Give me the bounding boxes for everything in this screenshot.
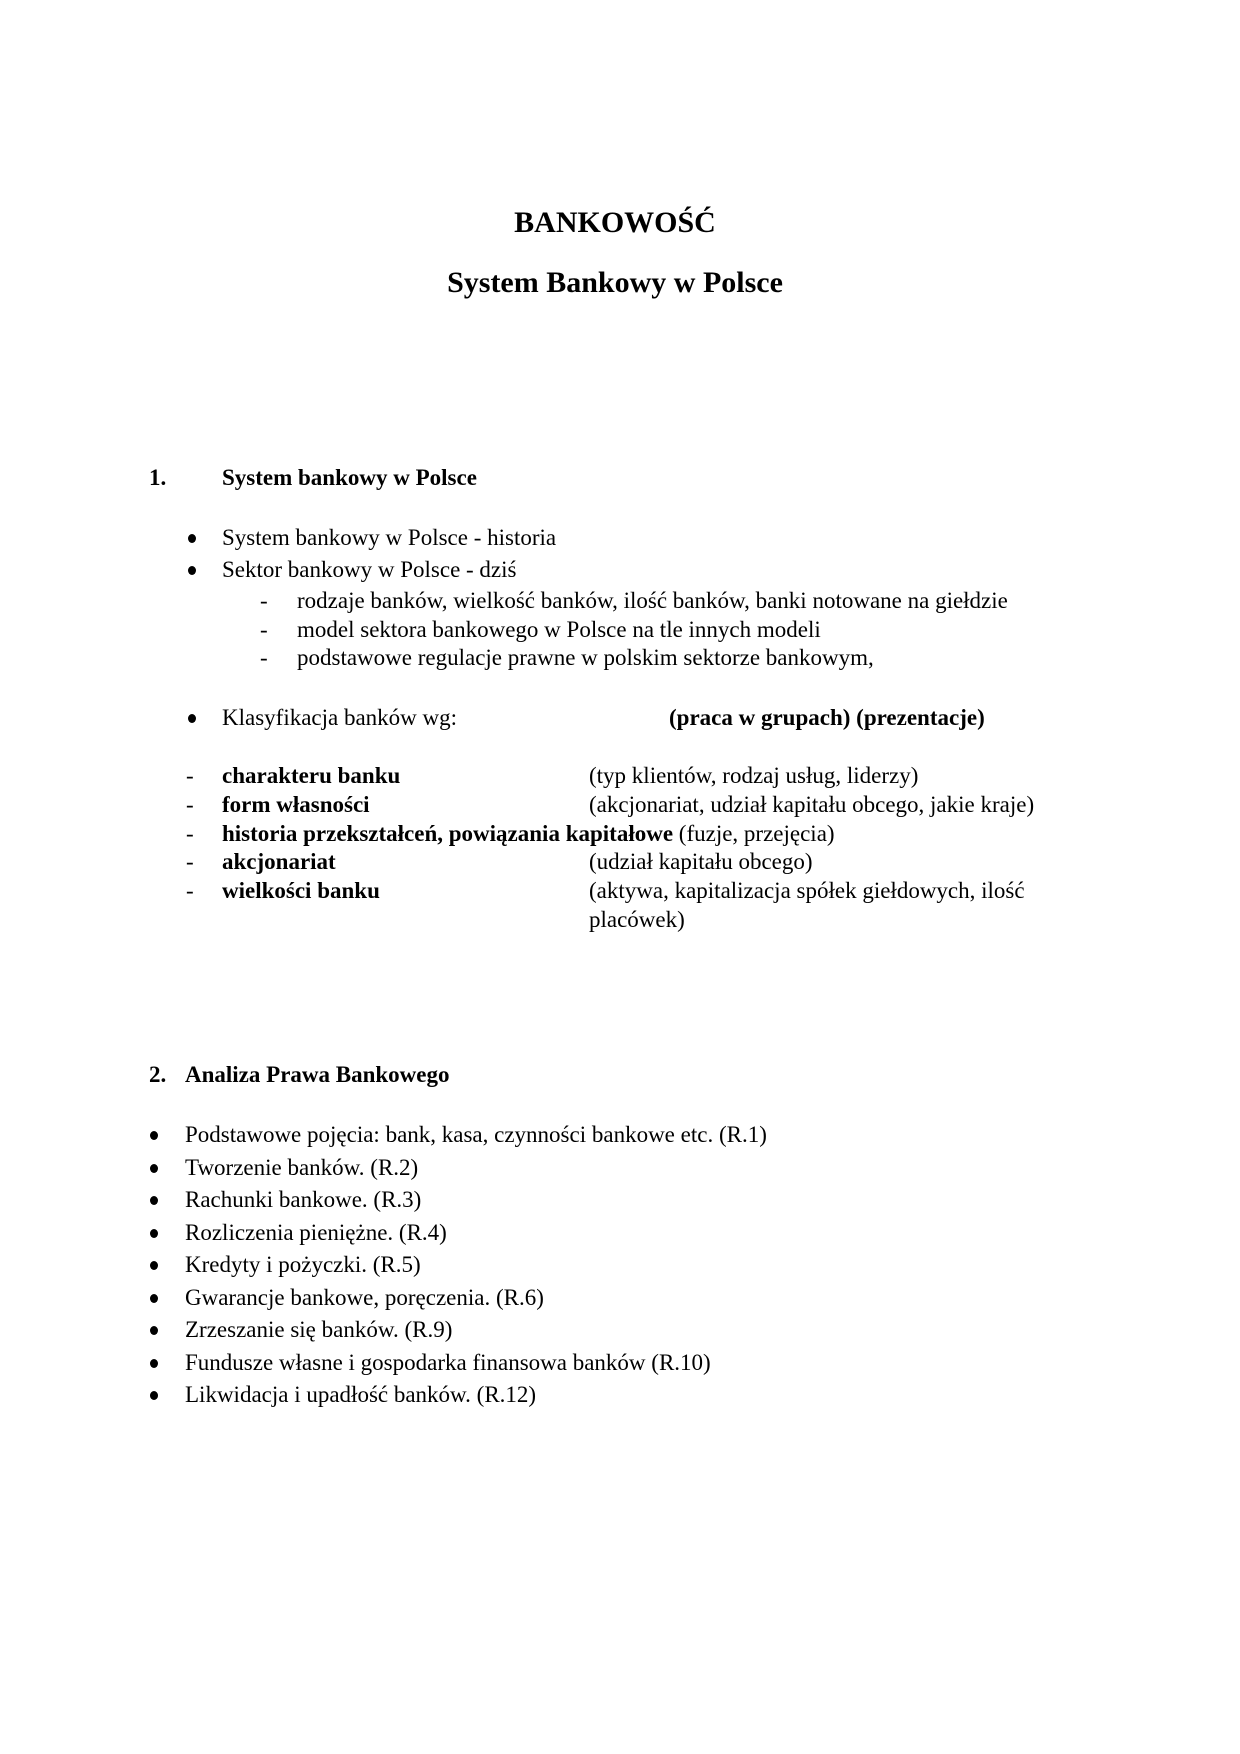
section-number: 1. [149,465,167,490]
criterion-term: charakteru banku [222,763,401,788]
list-item: Tworzenie banków. (R.2) [185,1154,419,1180]
dash-icon: - [260,645,268,670]
dash-icon: - [186,763,194,788]
list-item: Podstawowe pojęcia: bank, kasa, czynności bankowe etc. (R.1) [185,1122,767,1147]
criterion-desc-continued: placówek) [589,907,685,932]
list-item: Rozliczenia pieniężne. (R.4) [185,1219,447,1245]
document-subtitle: System Bankowy w Polsce [447,266,783,299]
criterion-desc: (fuzje, przejęcia) [678,821,835,846]
dash-icon: - [186,878,194,903]
dash-icon: - [186,849,194,874]
criterion-desc: (akcjonariat, udział kapitału obcego, jakie kraje) [589,792,1035,817]
classification-note: (praca w grupach) (prezentacje) [669,705,985,730]
criterion-desc: (aktywa, kapitalizacja spółek giełdowych, ilość [589,878,1025,903]
dash-icon: - [260,617,268,642]
bullet-icon [150,1391,158,1400]
dash-icon: - [260,588,268,613]
bullet-icon [188,534,196,543]
bullet-icon [150,1326,158,1335]
criterion-term: akcjonariat [222,849,336,874]
bullet-icon [188,566,196,575]
list-item: Gwarancje bankowe, poręczenia. (R.6) [185,1284,544,1310]
section-heading: System bankowy w Polsce [222,465,477,490]
list-item: System bankowy w Polsce - historia [222,525,557,550]
bullet-icon [188,714,196,723]
dash-icon: - [186,792,194,817]
section-number: 2. [149,1062,167,1087]
bullet-icon [150,1229,158,1238]
criterion-desc: (udział kapitału obcego) [589,849,813,874]
section-heading: Analiza Prawa Bankowego [185,1062,450,1087]
criterion-term: historia przekształceń, powiązania kapitałowe [222,821,674,846]
sub-list-item: rodzaje banków, wielkość banków, ilość banków, banki notowane na giełdzie [297,588,1008,613]
dash-icon: - [186,821,194,846]
bullet-icon [150,1359,158,1368]
classification-label: Klasyfikacja banków wg: [222,705,458,730]
list-item: Sektor bankowy w Polsce - dziś [222,557,517,582]
criterion-line [222,820,835,848]
bullet-icon [150,1261,158,1270]
bullet-icon [150,1164,158,1173]
criterion-desc: (typ klientów, rodzaj usług, liderzy) [589,763,919,788]
list-item: Rachunki bankowe. (R.3) [185,1187,422,1212]
list-item: Zrzeszanie się banków. (R.9) [185,1317,453,1342]
criterion-term: wielkości banku [222,878,380,903]
bullet-icon [150,1196,158,1205]
bullet-icon [150,1294,158,1303]
list-item: Likwidacja i upadłość banków. (R.12) [185,1382,537,1407]
document-title: BANKOWOŚĆ [514,206,716,239]
sub-list-item: model sektora bankowego w Polsce na tle innych modeli [297,617,821,642]
sub-list-item: podstawowe regulacje prawne w polskim sektorze bankowym, [297,645,874,670]
criterion-term: form własności [222,792,370,817]
list-item: Kredyty i pożyczki. (R.5) [185,1252,421,1277]
list-item: Fundusze własne i gospodarka finansowa banków (R.10) [185,1349,711,1375]
bullet-icon [150,1131,158,1140]
